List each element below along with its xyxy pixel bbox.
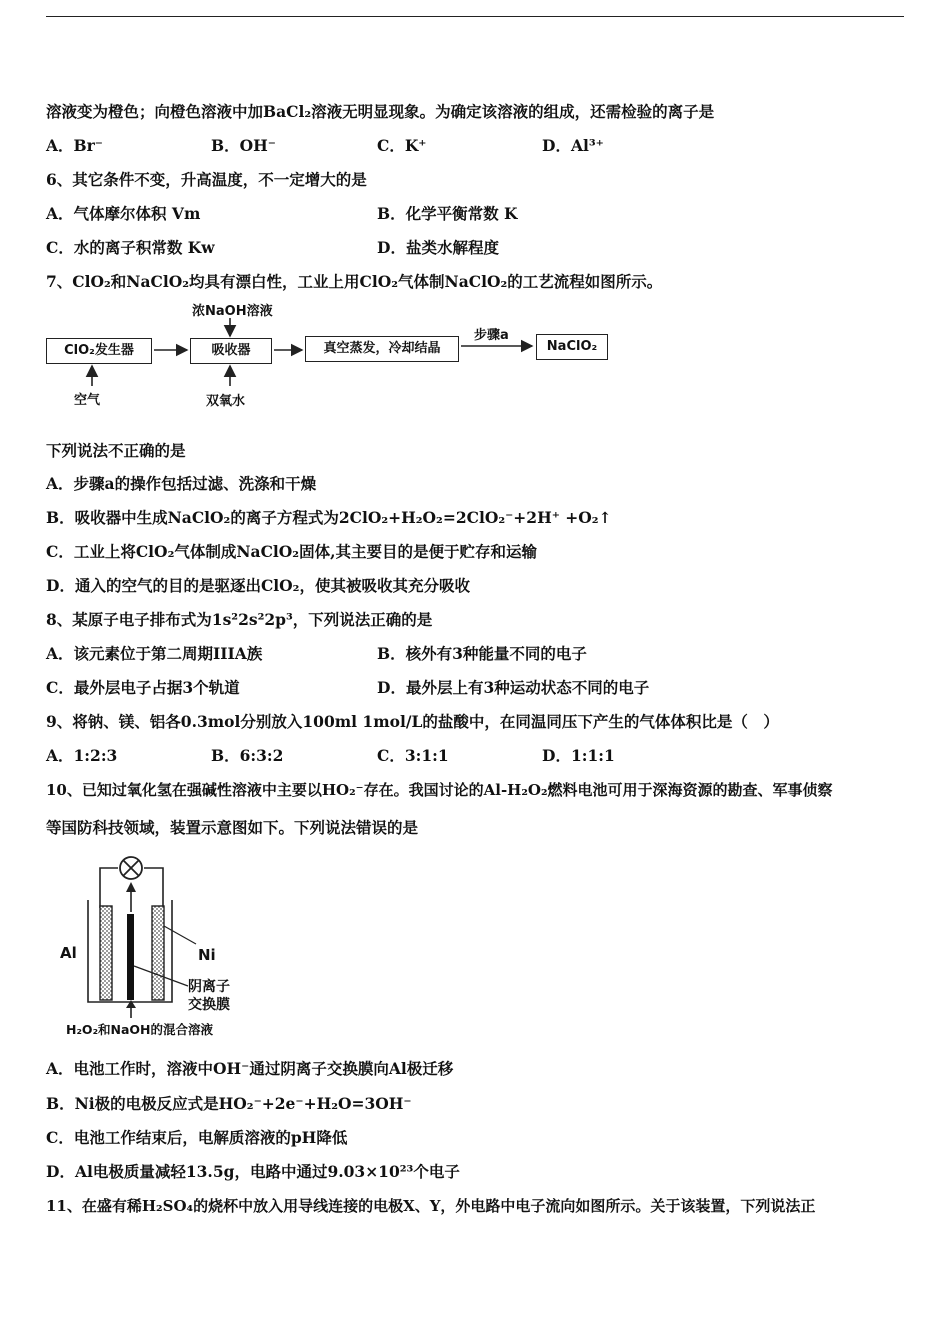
header-rule xyxy=(46,16,904,17)
option-c: C．K⁺ xyxy=(377,136,427,155)
ni-electrode-label: Ni xyxy=(198,946,216,964)
text-line: 溶液变为橙色；向橙色溶液中加BaCl₂溶液无明显现象。为确定该溶液的组成，还需检验的离子是 xyxy=(46,102,715,121)
peroxide-label: 双氧水 xyxy=(206,394,246,409)
option-c: C．3:1:1 xyxy=(377,746,449,765)
membrane-label-1: 阴离子 xyxy=(188,979,230,995)
option-a: A．该元素位于第二周期IIIA族 xyxy=(46,644,263,663)
option-b: B．化学平衡常数 K xyxy=(377,204,518,223)
option-a: A．步骤a的操作包括过滤、洗涤和干燥 xyxy=(46,474,317,493)
option-b: B．Ni极的电极反应式是HO₂⁻+2e⁻+H₂O=3OH⁻ xyxy=(46,1094,412,1113)
question-7-prompt: 下列说法不正确的是 xyxy=(46,441,186,460)
option-b: B．核外有3种能量不同的电子 xyxy=(377,644,587,663)
option-a: A．气体摩尔体积 Vm xyxy=(46,204,201,223)
option-d: D．盐类水解程度 xyxy=(377,238,499,257)
option-d: D．Al³⁺ xyxy=(542,136,604,155)
question-10: 10、已知过氧化氢在强碱性溶液中主要以HO₂⁻存在。我国讨论的Al-H₂O₂燃料电池可用于深海资源的勘查、军事侦察 xyxy=(46,781,833,799)
absorber-box: 吸收器 xyxy=(190,338,272,364)
question-10-cont: 等国防科技领域，装置示意图如下。下列说法错误的是 xyxy=(46,818,419,837)
battery-diagram xyxy=(60,848,250,1040)
option-d: D．通入的空气的目的是驱逐出ClO₂，使其被吸收其充分吸收 xyxy=(46,576,470,595)
option-b: B．6:3:2 xyxy=(211,746,284,765)
option-c: C．水的离子积常数 Kw xyxy=(46,238,215,257)
question-11: 11、在盛有稀H₂SO₄的烧杯中放入用导线连接的电极X、Y，外电路中电子流向如图所示。关于该装置，下列说法正 xyxy=(46,1197,816,1215)
option-b: B．OH⁻ xyxy=(211,136,276,155)
question-7: 7、ClO₂和NaClO₂均具有漂白性，工业上用ClO₂气体制NaClO₂的工艺流程如图所示。 xyxy=(46,272,663,291)
solution-label: H₂O₂和NaOH的混合溶液 xyxy=(66,1022,214,1037)
question-6: 6、其它条件不变，升高温度，不一定增大的是 xyxy=(46,170,367,189)
air-label: 空气 xyxy=(74,393,101,408)
step-a-label: 步骤a xyxy=(474,328,509,343)
option-a: A．Br⁻ xyxy=(46,136,103,155)
option-a: A．1:2:3 xyxy=(46,746,118,765)
generator-box: ClO₂发生器 xyxy=(46,338,152,364)
question-9: 9、将钠、镁、铝各0.3mol分别放入100ml 1mol/L的盐酸中，在同温同压下产生的气体体积比是（ ） xyxy=(46,712,779,731)
product-box: NaClO₂ xyxy=(536,334,608,360)
evaporation-box: 真空蒸发，冷却结晶 xyxy=(305,336,459,362)
option-c: C．电池工作结束后，电解质溶液的pH降低 xyxy=(46,1128,348,1147)
option-b: B．吸收器中生成NaClO₂的离子方程式为2ClO₂+H₂O₂=2ClO₂⁻+2H⁺ +O₂↑ xyxy=(46,508,612,527)
option-d: D．最外层上有3种运动状态不同的电子 xyxy=(377,678,650,697)
process-flow-diagram xyxy=(44,300,624,412)
naoh-label: 浓NaOH溶液 xyxy=(192,304,273,319)
question-8: 8、某原子电子排布式为1s²2s²2p³，下列说法正确的是 xyxy=(46,610,433,629)
option-c: C．最外层电子占据3个轨道 xyxy=(46,678,240,697)
membrane-label-2: 交换膜 xyxy=(188,997,230,1013)
option-a: A．电池工作时，溶液中OH⁻通过阴离子交换膜向Al极迁移 xyxy=(46,1059,454,1078)
al-electrode-label: Al xyxy=(60,944,77,962)
option-d: D．Al电极质量减轻13.5g，电路中通过9.03×10²³个电子 xyxy=(46,1162,460,1181)
option-c: C．工业上将ClO₂气体制成NaClO₂固体,其主要目的是便于贮存和运输 xyxy=(46,542,537,561)
option-d: D．1:1:1 xyxy=(542,746,615,765)
